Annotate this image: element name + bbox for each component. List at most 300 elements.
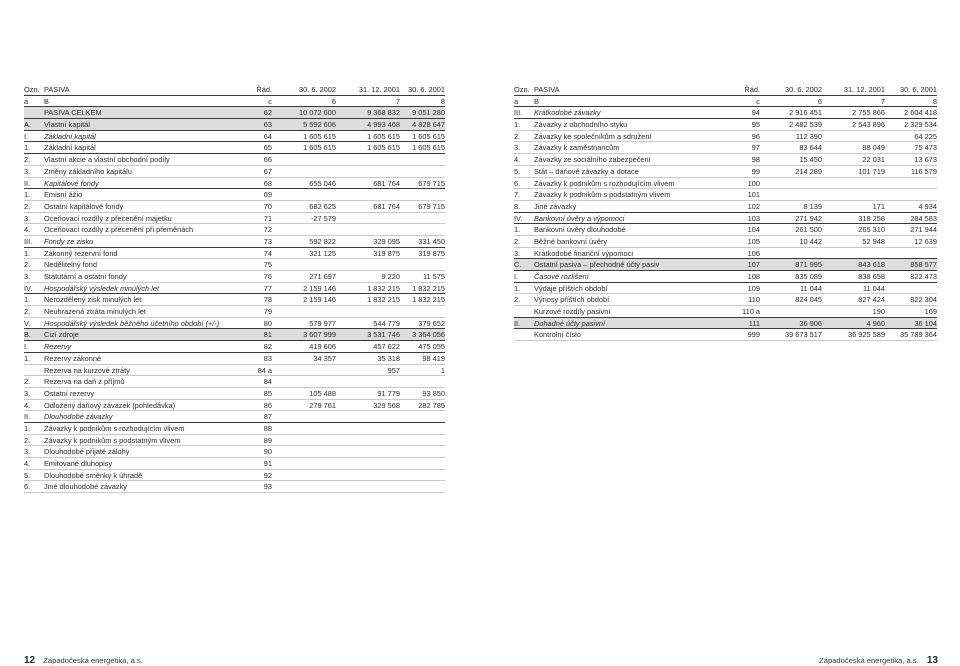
row-number: 92 <box>263 470 272 480</box>
table-row <box>24 189 445 201</box>
row-mark: III. <box>24 236 33 246</box>
row-number: 104 <box>747 225 760 235</box>
row-label: Změny základního kapitálu <box>44 166 132 176</box>
row-number: 110 a <box>742 307 760 317</box>
row-number: 62 <box>263 108 272 118</box>
value-2001-06: 2 329 534 <box>904 120 937 130</box>
value-2001-06: 1 605 615 <box>412 131 445 141</box>
row-number: 79 <box>263 307 272 317</box>
value-2002-06: 682 625 <box>309 201 336 211</box>
value-2001-12: 9 220 <box>381 272 400 281</box>
value-2001-12: 88 049 <box>862 143 885 153</box>
row-number: 88 <box>263 423 272 433</box>
left-company-name: Západočeská energetika, a.s. <box>43 656 143 665</box>
row-label: Kapitálové fondy <box>44 178 99 188</box>
table-row <box>24 470 445 482</box>
row-mark: V. <box>24 318 31 328</box>
table-header <box>24 84 445 96</box>
value-2001-06: 3 364 056 <box>412 330 445 340</box>
row-label: Závazky z obchodního styku <box>534 120 628 130</box>
row-mark: 1. <box>24 353 31 363</box>
table-row <box>24 388 445 400</box>
header-value-2001-06: 30. 6. 2001 <box>408 85 445 94</box>
value-2001-12: 171 <box>872 201 885 211</box>
row-mark: II. <box>24 412 31 422</box>
value-2001-06: 282 785 <box>418 400 445 410</box>
header-value-2001-12: 31. 12. 2001 <box>843 85 885 94</box>
header-value-2002-06: 30. 6. 2002 <box>299 85 336 94</box>
row-mark: 8. <box>514 201 521 211</box>
row-label: Závazky ze sociálního zabezpečení <box>534 155 651 165</box>
row-mark: 3. <box>514 143 521 153</box>
value-2001-12: 838 658 <box>858 272 885 281</box>
row-label: Hospodářský výsledek běžného účetního období (+/-) <box>44 318 220 328</box>
table-row <box>24 353 445 365</box>
row-label: Kurzové rozdíly pasivní <box>534 307 611 317</box>
value-2001-06: 36 104 <box>914 318 937 328</box>
row-label: Rezerva na daň z příjmů <box>44 377 125 387</box>
row-label: Jiné dlouhodobé závazky <box>44 482 127 492</box>
table-row <box>24 411 445 423</box>
value-2001-06: 4 934 <box>918 201 937 211</box>
row-mark: 2. <box>24 260 31 270</box>
value-2001-12: 3 531 746 <box>367 330 400 340</box>
row-mark: 4. <box>24 459 31 468</box>
right-page-number: 13 <box>926 655 938 666</box>
row-number: 101 <box>747 190 760 200</box>
row-mark: 3. <box>514 248 521 258</box>
left-pasiva-table <box>24 84 445 493</box>
table-row <box>514 318 937 330</box>
row-mark: 6. <box>514 178 521 188</box>
value-2001-12: 190 <box>872 307 885 317</box>
table-row <box>24 376 445 388</box>
row-number: 80 <box>263 318 272 328</box>
row-number: 77 <box>263 283 272 293</box>
row-label: Závazky k zaměstnancům <box>534 143 620 153</box>
row-mark: 3. <box>24 166 31 176</box>
value-2001-06: 271 944 <box>910 225 937 235</box>
table-row <box>514 248 937 260</box>
value-2001-06: 75 473 <box>914 143 937 153</box>
value-2002-06: 271 942 <box>795 213 822 223</box>
row-mark: 2. <box>514 295 521 305</box>
row-number: 102 <box>747 201 760 211</box>
table-row <box>514 189 937 201</box>
header-value-2002-06: 30. 6. 2002 <box>785 85 822 94</box>
row-label: Neuhrazená ztráta minulých let <box>44 307 146 317</box>
value-2001-06: 98 419 <box>422 353 445 363</box>
row-number: 69 <box>263 190 272 200</box>
row-mark: 2. <box>514 131 521 141</box>
row-mark: 7. <box>514 190 521 200</box>
row-label: Zákonný rezervní fond <box>44 248 118 258</box>
value-2002-06: 279 761 <box>309 400 336 410</box>
table-row <box>514 236 937 248</box>
row-number: 65 <box>263 143 272 153</box>
table-row <box>24 329 445 341</box>
value-2002-06: 6 <box>331 96 336 106</box>
value-2001-12: 9 368 832 <box>367 108 400 118</box>
value-2001-06: 169 <box>924 307 937 317</box>
value-2001-12: 4 993 468 <box>367 120 400 130</box>
row-mark: 2. <box>24 435 31 445</box>
row-label: Časové rozlišení <box>534 272 589 281</box>
value-2001-06: 8 <box>440 96 445 106</box>
row-label: Ostatní kapitálové fondy <box>44 201 124 211</box>
row-mark: B. <box>24 330 31 340</box>
row-number: 111 <box>748 318 760 328</box>
table-row <box>24 248 445 260</box>
table-row <box>24 435 445 447</box>
row-mark: 3. <box>24 272 31 281</box>
row-number: c <box>756 96 760 106</box>
table-row <box>514 166 937 178</box>
value-2002-06: 2 482 539 <box>789 120 822 130</box>
row-number: 68 <box>263 178 272 188</box>
row-label: Emitované dluhopisy <box>44 459 113 468</box>
value-2001-12: 7 <box>880 96 885 106</box>
row-label: Závazky k podnikům s podstatným vlivem <box>534 190 671 200</box>
row-number: 86 <box>263 400 272 410</box>
value-2001-06: 8 <box>932 96 937 106</box>
value-2002-06: 11 044 <box>799 283 822 293</box>
row-label: Bankovní úvěry a výpomoci <box>534 213 625 223</box>
row-number: 84 <box>263 377 272 387</box>
row-mark: IV. <box>514 213 523 223</box>
value-2002-06: 3 607 999 <box>303 330 336 340</box>
value-2001-06: 1 605 615 <box>412 143 445 153</box>
row-mark: IV. <box>24 283 33 293</box>
table-row <box>24 294 445 306</box>
value-2002-06: -27 579 <box>310 213 336 223</box>
row-label: Oceňovací rozdíly z přecenění majetku <box>44 213 172 223</box>
row-label: Hospodářský výsledek minulých let <box>44 283 160 293</box>
row-number: 67 <box>263 166 272 176</box>
value-2002-06: 15 450 <box>799 155 822 165</box>
table-row <box>514 201 937 213</box>
value-2001-12: 2 755 866 <box>852 108 885 118</box>
row-number: 81 <box>263 330 272 340</box>
row-label: Základní kapitál <box>44 143 96 153</box>
table-row <box>514 178 937 190</box>
value-2002-06: 2 159 146 <box>303 295 336 305</box>
row-mark: II. <box>24 178 31 188</box>
row-label: Vlastní akcie a vlastní obchodní podíly <box>44 155 170 165</box>
value-2001-12: 52 948 <box>862 236 885 246</box>
table-header <box>514 84 937 96</box>
row-mark: III. <box>514 108 523 118</box>
value-2001-12: 22 031 <box>862 155 885 165</box>
row-label: Jiné závazky <box>534 201 577 211</box>
row-number: 75 <box>263 260 272 270</box>
value-2001-06: 1 832 215 <box>412 295 445 305</box>
row-number: 999 <box>747 330 760 340</box>
row-mark: 2. <box>24 377 31 387</box>
row-mark: 1. <box>24 248 31 258</box>
row-number: 84 a <box>257 365 272 375</box>
value-2002-06: 271 697 <box>309 272 336 281</box>
table-row <box>24 306 445 318</box>
value-2001-06: 9 051 280 <box>412 108 445 118</box>
value-2001-06: 822 473 <box>910 272 937 281</box>
row-number: 76 <box>263 272 272 281</box>
table-row <box>514 259 937 271</box>
value-2001-06: 858 577 <box>910 260 937 270</box>
table-row <box>24 201 445 213</box>
table-row <box>514 154 937 166</box>
row-label: Nedělitelný fond <box>44 260 98 270</box>
value-2001-06: 475 055 <box>418 342 445 352</box>
row-mark: a <box>514 96 519 106</box>
table-row <box>514 224 937 236</box>
value-2002-06: 419 606 <box>309 342 336 352</box>
value-2002-06: 579 977 <box>309 318 336 328</box>
row-number: 82 <box>263 342 272 352</box>
value-2001-06: 11 575 <box>422 272 445 281</box>
row-label: Závazky k podnikům s rozhodujícím vlivem <box>44 423 185 433</box>
table-row <box>24 318 445 330</box>
value-2001-06: 1 <box>440 365 445 375</box>
value-2001-12: 843 618 <box>858 260 885 270</box>
row-label: Cizí zdroje <box>44 330 79 340</box>
row-number: 74 <box>263 248 272 258</box>
row-label: Výdaje příštích období <box>534 283 608 293</box>
row-mark: II. <box>514 318 521 328</box>
value-2002-06: 1 605 615 <box>303 143 336 153</box>
table-row <box>514 142 937 154</box>
row-label: B <box>44 96 49 106</box>
row-mark: 1. <box>514 120 521 130</box>
row-number: 99 <box>751 166 760 176</box>
value-2002-06: 39 673 517 <box>785 330 822 340</box>
row-number: 87 <box>263 412 272 422</box>
row-number: 109 <box>747 283 760 293</box>
value-2001-06: 35 789 364 <box>900 330 937 340</box>
row-mark: I. <box>514 272 519 281</box>
row-mark: 4. <box>514 155 521 165</box>
row-number: 100 <box>747 178 760 188</box>
row-number: 95 <box>751 120 760 130</box>
row-label: Běžné bankovní úvěry <box>534 236 608 246</box>
row-mark: 4. <box>24 400 31 410</box>
right-pasiva-table <box>514 84 937 341</box>
value-2002-06: 34 357 <box>313 353 336 363</box>
row-label: Rezervy <box>44 342 72 352</box>
value-2001-12: 329 095 <box>373 236 400 246</box>
table-row <box>24 224 445 236</box>
row-mark: 5. <box>24 470 31 480</box>
header-row-number: Řád. <box>744 85 760 94</box>
value-2001-06: 379 652 <box>418 318 445 328</box>
row-label: Ostatní rezervy <box>44 388 95 398</box>
value-2001-12: 91 779 <box>377 388 400 398</box>
table-row <box>514 119 937 131</box>
value-2002-06: 835 089 <box>795 272 822 281</box>
row-label: Závazky k podnikům s rozhodujícím vlivem <box>534 178 675 188</box>
value-2002-06: 36 906 <box>799 318 822 328</box>
value-2001-06: 12 639 <box>914 236 937 246</box>
table-row <box>24 119 445 131</box>
value-2002-06: 214 289 <box>795 166 822 176</box>
value-2002-06: 871 995 <box>795 260 822 270</box>
value-2001-12: 4 960 <box>866 318 885 328</box>
value-2001-06: 284 583 <box>910 213 937 223</box>
table-row <box>24 271 445 283</box>
row-number: 103 <box>747 213 760 223</box>
row-number: 64 <box>263 131 272 141</box>
table-row <box>514 213 937 225</box>
value-2001-12: 681 764 <box>373 178 400 188</box>
header-value-2001-12: 31. 12. 2001 <box>358 85 400 94</box>
table-row <box>514 283 937 295</box>
row-number: 91 <box>263 459 272 468</box>
value-2001-12: 681 764 <box>373 201 400 211</box>
table-row <box>24 96 445 108</box>
row-label: Nerozdělený zisk minulých let <box>44 295 142 305</box>
value-2001-12: 2 543 896 <box>852 120 885 130</box>
row-label: Dlouhodobé závazky <box>44 412 113 422</box>
row-mark: C. <box>514 260 522 270</box>
table-row <box>24 283 445 295</box>
value-2001-06: 116 579 <box>910 166 937 176</box>
row-number: 71 <box>263 213 272 223</box>
value-2002-06: 655 046 <box>309 178 336 188</box>
value-2001-12: 7 <box>395 96 400 106</box>
row-label: Bankovní úvěry dlouhodobé <box>534 225 626 235</box>
header-row-label: PASIVA <box>534 85 560 94</box>
value-2001-06: 1 832 215 <box>412 283 445 293</box>
row-mark: A. <box>24 120 31 130</box>
row-number: 70 <box>263 201 272 211</box>
value-2002-06: 321 125 <box>309 248 336 258</box>
row-number: 110 <box>748 295 760 305</box>
value-2001-06: 679 715 <box>418 201 445 211</box>
row-label: Ostatní pasiva – přechodné účty pasiv <box>534 260 660 270</box>
table-row <box>24 166 445 178</box>
row-mark: I. <box>24 131 29 141</box>
value-2002-06: 8 139 <box>803 201 822 211</box>
table-row <box>24 154 445 166</box>
row-mark: 2. <box>24 201 31 211</box>
value-2001-12: 457 622 <box>373 342 400 352</box>
table-row <box>24 178 445 190</box>
row-mark: 1. <box>514 225 521 235</box>
value-2001-06: 822 304 <box>910 295 937 305</box>
left-footer <box>24 655 149 666</box>
table-row <box>514 271 937 283</box>
value-2001-12: 1 832 215 <box>367 283 400 293</box>
row-number: 90 <box>263 447 272 457</box>
row-mark: 1. <box>24 143 31 153</box>
value-2001-06: 319 875 <box>418 248 445 258</box>
value-2002-06: 2 159 146 <box>303 283 336 293</box>
row-label: Rezervy zákonné <box>44 353 102 363</box>
row-number: 66 <box>263 155 272 165</box>
table-row <box>24 481 445 493</box>
left-page-number: 12 <box>24 655 36 666</box>
row-number: 94 <box>751 108 760 118</box>
value-2001-12: 319 875 <box>373 248 400 258</box>
row-mark: 3. <box>24 388 31 398</box>
row-number: 89 <box>263 435 272 445</box>
value-2002-06: 824 045 <box>795 295 822 305</box>
row-number: 96 <box>751 131 760 141</box>
value-2002-06: 261 500 <box>795 225 822 235</box>
row-mark: 3. <box>24 213 31 223</box>
header-row-mark: Ozn. <box>514 85 530 94</box>
table-row <box>514 131 937 143</box>
value-2001-06: 331 450 <box>418 236 445 246</box>
row-mark: 3. <box>24 447 31 457</box>
row-number: 106 <box>747 248 760 258</box>
table-row <box>24 107 445 119</box>
row-mark: 6. <box>24 482 31 492</box>
table-row <box>514 329 937 341</box>
value-2002-06: 6 <box>817 96 822 106</box>
row-mark: 2. <box>514 236 521 246</box>
row-label: Rezerva na kurzové ztráty <box>44 365 130 375</box>
row-label: Emisní ážio <box>44 190 83 200</box>
row-mark: 1. <box>514 283 521 293</box>
value-2002-06: 10 072 600 <box>299 108 336 118</box>
table-row <box>24 423 445 435</box>
row-label: Kontrolní číslo <box>534 330 581 340</box>
table-row <box>24 142 445 154</box>
row-label: Vlastní kapitál <box>44 120 91 130</box>
row-label: Základní kapitál <box>44 131 96 141</box>
row-label: Statutární a ostatní fondy <box>44 272 127 281</box>
row-mark: 5. <box>514 166 521 176</box>
row-label: Krátkodobé závazky <box>534 108 601 118</box>
header-row-label: PASIVA <box>44 85 70 94</box>
row-label: Dlouhodobé přijaté zálohy <box>44 447 130 457</box>
value-2001-06: 679 715 <box>418 178 445 188</box>
header-value-2001-06: 30. 6. 2001 <box>900 85 937 94</box>
row-number: 98 <box>751 155 760 165</box>
right-company-name: Západočeská energetika, a.s. <box>819 656 919 665</box>
row-number: 72 <box>263 225 272 235</box>
value-2001-12: 957 <box>387 365 400 375</box>
value-2001-06: 2 604 418 <box>904 108 937 118</box>
row-mark: a <box>24 96 29 106</box>
row-label: Oceňovací rozdíly z přecenění při přeměnách <box>44 225 194 235</box>
row-mark: 2. <box>24 307 31 317</box>
row-number: 78 <box>263 295 272 305</box>
header-row-number: Řád. <box>256 85 272 94</box>
row-mark: 1. <box>24 190 31 200</box>
header-row-mark: Ozn. <box>24 85 40 94</box>
table-row <box>514 96 937 108</box>
value-2001-12: 329 568 <box>373 400 400 410</box>
row-mark: 1. <box>24 295 31 305</box>
row-label: Závazky k podnikům s podstatným vlivem <box>44 435 181 445</box>
value-2002-06: 1 605 615 <box>303 131 336 141</box>
row-mark: 1. <box>24 423 31 433</box>
row-number: c <box>268 96 272 106</box>
row-label: Závazky ke společníkům a sdružení <box>534 131 652 141</box>
table-row <box>24 446 445 458</box>
value-2002-06: 5 592 606 <box>303 120 336 130</box>
table-row <box>514 306 937 318</box>
value-2001-12: 101 719 <box>858 166 885 176</box>
value-2001-12: 265 310 <box>858 225 885 235</box>
value-2001-12: 318 258 <box>858 213 885 223</box>
value-2001-12: 827 424 <box>858 295 885 305</box>
value-2002-06: 2 916 451 <box>789 108 822 118</box>
row-mark: 4. <box>24 225 31 235</box>
row-mark: I. <box>24 342 29 352</box>
